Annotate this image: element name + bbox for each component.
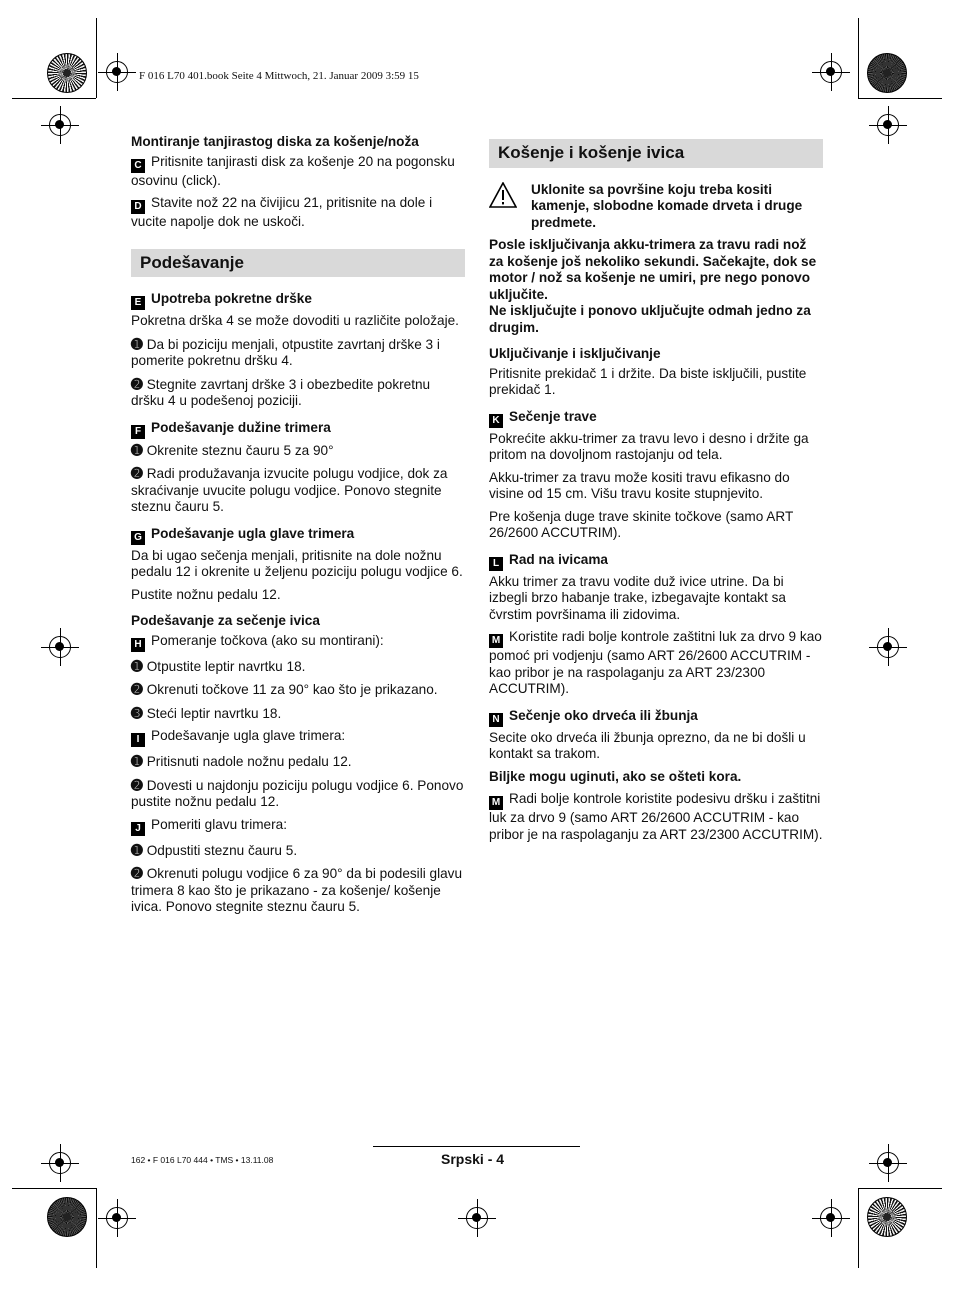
paragraph: Da bi ugao sečenja menjali, pritisnite na dole nožnu pedalu 12 i okrenite u željenu poziciju polugu vodjice 6. [131, 547, 463, 579]
figure-label: E [131, 296, 145, 310]
paragraph: Akku trimer za travu vodite duž ivice utrine. Da bi izbegli brzo habanje trake, izbegavajte kontakt sa čvrstim površinama ili zidovima. [489, 573, 786, 622]
step-number-icon: ➌ [131, 704, 143, 721]
paragraph: Akku-trimer za travu može kositi travu efikasno do visine od 15 cm. Višu travu kosite stupnjevito. [489, 469, 790, 501]
subsection-title: G Podešavanje ugla glave trimera [131, 526, 465, 545]
book-header: F 016 L70 401.book Seite 4 Mittwoch, 21. Januar 2009 3:59 15 [139, 70, 419, 82]
crop-mark [858, 1188, 859, 1268]
left-column [131, 134, 465, 922]
paragraph: Posle isključivanja akku-trimera za travu radi nož za košenje još nekoliko sekundi. Sačekajte, dok se motor / nož sa košenje ne umiri, pre nego ponovo uključite. [489, 237, 817, 302]
crop-mark [96, 1188, 97, 1268]
step-number-icon: ➊ [131, 335, 143, 352]
registration-rosette-icon [867, 53, 907, 93]
paragraph: Pustite nožnu pedalu 12. [131, 586, 281, 602]
crop-mark [858, 1188, 942, 1189]
step-number-icon: ➋ [131, 375, 143, 392]
subsection-title: Podešavanje za sečenje ivica [131, 613, 320, 628]
crop-mark [858, 18, 859, 98]
registration-target-icon [877, 1152, 899, 1174]
figure-label: I [131, 733, 145, 747]
step: ➋ Dovesti u najdonju poziciju polugu vodjice 6. Ponovo pustite nožnu pedalu 12. [131, 776, 464, 809]
subsection-title: F Podešavanje dužine trimera [131, 420, 465, 439]
paragraph: I Podešavanje ugla glave trimera: [131, 728, 465, 747]
step: ➌ Steći leptir navrtku 18. [131, 704, 282, 721]
step-number-icon: ➊ [131, 441, 143, 458]
subsection-title: Montiranje tanjirastog diska za košenje/noža [131, 134, 419, 149]
warning-block [489, 182, 823, 232]
crop-mark [858, 98, 942, 99]
subsection-title: L Rad na ivicama [489, 552, 823, 571]
paragraph: H Pomeranje točkova (ako su montirani): [131, 633, 465, 652]
crop-mark [96, 18, 97, 98]
registration-target-icon [877, 114, 899, 136]
footer-page: Srpski - 4 [441, 1151, 505, 1167]
registration-target-icon [466, 1207, 488, 1229]
paragraph: D Stavite nož 22 na čivijicu 21, pritisnite na dole i vucite napolje dok ne uskoči. [131, 195, 433, 229]
paragraph: Pritisnite prekidač 1 i držite. Da biste isključili, pustite prekidač 1. [489, 365, 807, 397]
footer-rule [373, 1146, 580, 1147]
step-number-icon: ➊ [131, 841, 143, 858]
paragraph: J Pomeriti glavu trimera: [131, 817, 465, 836]
paragraph: Pokretna drška 4 se može dovoditi u različite položaje. [131, 313, 459, 328]
step: ➋ Okrenuti polugu vodjice 6 za 90° da bi podesili glavu trimera 8 kao što je prikazano - za košenje/ košenje ivica. Ponovo stegnite steznu čauru 5. [131, 865, 463, 914]
step: ➋ Radi produžavanja izvucite polugu vodjice, dok za skraćivanje uvucite polugu vodjice. Ponovo stegnite steznu čauru 5. [131, 465, 448, 514]
paragraph: M Koristite radi bolje kontrole zaštitni luk za drvo 9 kao pomoć pri vodjenju (samo ART 26/2600 ACCUTRIM - kao pribor je na raspolaganju za ART 23/2300 ACCUTRIM). [489, 629, 822, 696]
paragraph: Pokrećite akku-trimer za travu levo i desno i držite ga pritom na dovoljnom rastojanju od tela. [489, 430, 809, 462]
step-number-icon: ➋ [131, 776, 143, 793]
paragraph: C Pritisnite tanjirasti disk za košenje 20 na pogonsku osovinu (click). [131, 153, 455, 188]
figure-label: K [489, 414, 503, 428]
registration-target-icon [106, 1207, 128, 1229]
figure-label: L [489, 557, 503, 571]
figure-label: D [131, 200, 145, 214]
step: ➋ Stegnite zavrtanj drške 3 i obezbedite pokretnu dršku 4 u podešenoj poziciji. [131, 375, 431, 408]
footer-left: 162 • F 016 L70 444 • TMS • 13.11.08 [131, 1155, 274, 1165]
figure-label: H [131, 638, 145, 652]
registration-rosette-icon [867, 1197, 907, 1237]
registration-target-icon [106, 61, 128, 83]
section-header: Košenje i košenje ivica [489, 139, 823, 168]
registration-rosette-icon [47, 53, 87, 93]
subsection-title: E Upotreba pokretne drške [131, 291, 465, 310]
step: ➊ Pritisnuti nadole nožnu pedalu 12. [131, 753, 352, 769]
figure-label: J [131, 822, 145, 836]
step-number-icon: ➋ [131, 865, 143, 881]
paragraph: Secite oko drveća ili žbunja oprezno, da ne bi došli u kontakt sa trakom. [489, 729, 806, 761]
subsection-title: N Sečenje oko drveća ili žbunja [489, 708, 823, 727]
right-column [489, 139, 823, 849]
step-number-icon: ➊ [131, 657, 143, 674]
step-number-icon: ➋ [131, 465, 143, 481]
section-header: Podešavanje [131, 249, 465, 278]
figure-label: G [131, 531, 145, 545]
paragraph: Biljke mogu uginuti, ako se ošteti kora. [489, 768, 742, 784]
warning-triangle-icon [489, 182, 517, 208]
step: ➊ Odpustiti steznu čauru 5. [131, 841, 298, 858]
warning-text: Uklonite sa površine koju treba kositi kamenje, slobodne komade drveta i druge predmete. [531, 181, 803, 230]
registration-target-icon [877, 636, 899, 658]
registration-target-icon [49, 1152, 71, 1174]
figure-label: M [489, 634, 503, 648]
registration-target-icon [820, 1207, 842, 1229]
step: ➋ Okrenuti točkove 11 za 90° kao što je prikazano. [131, 681, 438, 697]
figure-label: M [489, 796, 503, 810]
subsection-title: K Sečenje trave [489, 409, 823, 428]
figure-label: C [131, 159, 145, 173]
registration-rosette-icon [47, 1197, 87, 1237]
figure-label: N [489, 713, 503, 727]
registration-target-icon [49, 636, 71, 658]
crop-mark [12, 1188, 96, 1189]
figure-label: F [131, 425, 145, 439]
step: ➊ Okrenite steznu čauru 5 za 90° [131, 441, 334, 458]
crop-mark [12, 98, 96, 99]
step-number-icon: ➊ [131, 753, 143, 769]
step: ➊ Da bi poziciju menjali, otpustite zavrtanj drške 3 i pomerite pokretnu dršku 4. [131, 335, 440, 368]
paragraph: Ne isključujte i ponovo uključujte odmah jedno za drugim. [489, 303, 811, 335]
paragraph: Pre košenja duge trave skinite točkove (samo ART 26/2600 ACCUTRIM). [489, 508, 794, 540]
step-number-icon: ➋ [131, 681, 143, 697]
subsection-title: Uključivanje i isključivanje [489, 346, 661, 361]
registration-target-icon [49, 114, 71, 136]
registration-target-icon [820, 61, 842, 83]
paragraph: M Radi bolje kontrole koristite podesivu dršku i zaštitni luk za drvo 9 (samo ART 26/2600 ACCUTRIM - kao pribor je na raspolaganju za ART 23/2300 ACCUTRIM). [489, 791, 823, 842]
step: ➊ Otpustite leptir navrtku 18. [131, 657, 306, 674]
